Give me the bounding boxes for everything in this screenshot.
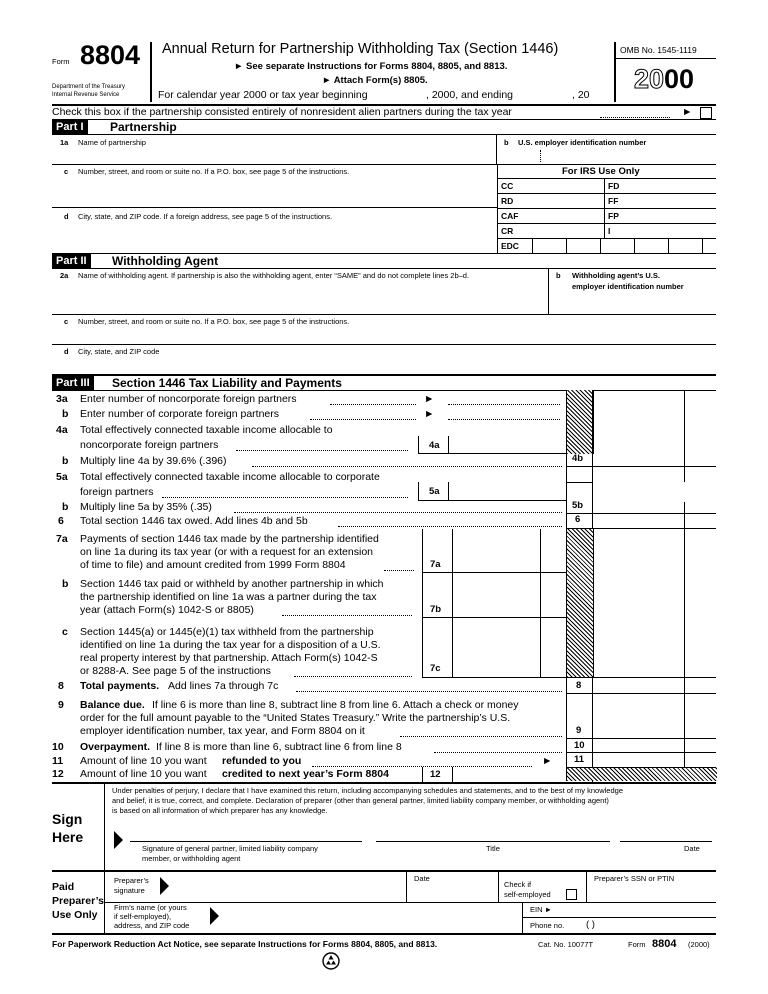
partnership-name-field[interactable] bbox=[78, 148, 494, 162]
line-7b-letter: b bbox=[62, 578, 69, 590]
line-7c-amount-field[interactable] bbox=[454, 619, 538, 675]
line-2b-label-2: employer identification number bbox=[572, 282, 684, 291]
line-7b-amount-field[interactable] bbox=[454, 574, 538, 616]
line-5a-amount-field[interactable] bbox=[450, 484, 564, 498]
instructions-line-1: ► See separate Instructions for Forms 8804, 8805, and 8813. bbox=[234, 61, 508, 72]
line-11-label: Amount of line 10 you want bbox=[80, 755, 207, 767]
firm-name-label-1: Firm’s name (or yours bbox=[114, 903, 187, 912]
line-7c-letter: c bbox=[62, 626, 68, 638]
line-1b-label: U.S. employer identification number bbox=[518, 138, 647, 147]
irs-code-rd: RD bbox=[501, 196, 514, 206]
signature-label-1: Signature of general partner, limited liability company bbox=[142, 844, 318, 853]
line-9-number: 9 bbox=[58, 699, 64, 711]
calendar-year-begin: For calendar year 2000 or tax year beginning bbox=[158, 89, 368, 101]
line-1b-letter: b bbox=[504, 138, 509, 147]
line-5b-label: Multiply line 5a by 35% (.35) bbox=[80, 501, 212, 513]
line-12-label-bold: credited to next year’s Form 8804 bbox=[222, 768, 389, 780]
sign-heading-2: Here bbox=[52, 829, 84, 845]
line-3a-label: Enter number of noncorporate foreign partners bbox=[80, 393, 297, 405]
box-7b-label: 7b bbox=[430, 604, 442, 615]
line-2a-label: Name of withholding agent. If partnership is also the withholding agent, enter “SAME” and do not complete lines 2b–d. bbox=[78, 271, 470, 280]
line-8-number: 8 bbox=[58, 680, 64, 692]
line-3a-number: 3a bbox=[56, 393, 68, 405]
signature-field[interactable] bbox=[130, 824, 362, 840]
nonresident-checkbox[interactable] bbox=[700, 107, 712, 119]
line-6-label: Total section 1446 tax owed. Add lines 4b and 5b bbox=[80, 515, 308, 527]
preparer-signature-label-1: Preparer’s bbox=[114, 876, 149, 885]
irs-code-cc: CC bbox=[501, 181, 514, 191]
withholding-agent-name-field[interactable] bbox=[78, 282, 544, 312]
line-4a-label-2: noncorporate foreign partners bbox=[80, 439, 219, 451]
preparer-ssn-field[interactable] bbox=[594, 886, 712, 900]
box-4a-label: 4a bbox=[429, 440, 440, 451]
line-2b-label-1: Withholding agent’s U.S. bbox=[572, 271, 660, 280]
line-1c-label: Number, street, and room or suite no. If a P.O. box, see page 5 of the instructions. bbox=[78, 167, 350, 176]
box-7a-label: 7a bbox=[430, 559, 441, 570]
tax-year-outline: 20 bbox=[634, 64, 665, 94]
line-3b-field[interactable] bbox=[448, 407, 560, 419]
line-1c-letter: c bbox=[64, 167, 69, 176]
box-11-label: 11 bbox=[574, 754, 585, 765]
line-9-amount-field[interactable] bbox=[594, 696, 682, 736]
firm-name-field[interactable] bbox=[224, 904, 518, 931]
line-2c-label: Number, street, and room or suite no. If a P.O. box, see page 5 of the instructions. bbox=[78, 317, 350, 326]
line-5b-letter: b bbox=[62, 501, 69, 513]
line-7a-label-1: Payments of section 1446 tax made by the partnership identified bbox=[80, 533, 379, 545]
paperwork-notice: For Paperwork Reduction Act Notice, see separate Instructions for Forms 8804, 8805, and 8813. bbox=[52, 939, 438, 949]
box-10-label: 10 bbox=[574, 740, 585, 751]
line-5a-label-1: Total effectively connected taxable income allocable to corporate bbox=[80, 471, 380, 483]
footer-form-number: 8804 bbox=[652, 938, 677, 950]
line-2b-letter: b bbox=[556, 271, 561, 280]
title-label: Title bbox=[486, 844, 500, 853]
line-5a-number: 5a bbox=[56, 471, 68, 483]
line-9-label-2: order for the full amount payable to the “United States Treasury.” Write the partnership’s U.S. bbox=[80, 712, 511, 724]
line-4b-letter: b bbox=[62, 455, 69, 467]
preparer-signature-field[interactable] bbox=[172, 874, 404, 900]
dept-line-2: Internal Revenue Service bbox=[52, 92, 120, 98]
part-3-label: Part III bbox=[52, 376, 94, 390]
line-11-amount-field[interactable] bbox=[594, 754, 682, 766]
shaded-area bbox=[566, 767, 717, 781]
line-12-number: 12 bbox=[52, 768, 64, 780]
irs-code-fp: FP bbox=[608, 211, 619, 221]
dept-line-1: Department of the Treasury bbox=[52, 84, 126, 90]
footer-form-word: Form bbox=[628, 940, 646, 949]
line-8-label: Add lines 7a through 7c bbox=[168, 680, 279, 692]
ein-label: EIN ► bbox=[530, 905, 553, 914]
line-4b-amount-field[interactable] bbox=[594, 455, 682, 465]
sign-date-field[interactable] bbox=[620, 824, 712, 840]
partnership-city-field[interactable] bbox=[78, 222, 494, 250]
shaded-area bbox=[566, 529, 594, 677]
firm-name-label-2: if self-employed), bbox=[114, 912, 172, 921]
check-if-label-1: Check if bbox=[504, 880, 532, 889]
line-2d-letter: d bbox=[64, 347, 69, 356]
sign-heading-1: Sign bbox=[52, 811, 83, 827]
calendar-year-end: , 20 bbox=[572, 89, 590, 101]
line-3b-letter: b bbox=[62, 408, 69, 420]
part-2-title: Withholding Agent bbox=[112, 254, 219, 268]
box-4b-label: 4b bbox=[572, 453, 584, 464]
irs-use-only-header: For IRS Use Only bbox=[562, 166, 640, 177]
irs-code-fd: FD bbox=[608, 181, 620, 191]
part-3-title: Section 1446 Tax Liability and Payments bbox=[112, 376, 342, 390]
line-12-amount-field[interactable] bbox=[454, 769, 564, 781]
firm-phone-field[interactable] bbox=[600, 919, 712, 931]
line-11-label-bold: refunded to you bbox=[222, 755, 302, 767]
line-8-amount-field[interactable] bbox=[594, 679, 682, 691]
line-3a-field[interactable] bbox=[448, 392, 560, 404]
line-1d-label: City, state, and ZIP code. If a foreign address, see page 5 of the instructions. bbox=[78, 212, 333, 221]
line-5a-label-2: foreign partners bbox=[80, 486, 154, 498]
omb-number: OMB No. 1545-1119 bbox=[620, 45, 697, 55]
calendar-year-and-ending: , 2000, and ending bbox=[426, 89, 513, 101]
penalty-statement-2: and belief, it is true, correct, and complete. Declaration of preparer (other than general partner, limited liability company member, or withholding agent) bbox=[112, 796, 609, 805]
line-10-amount-field[interactable] bbox=[594, 740, 682, 751]
irs-code-cr: CR bbox=[501, 226, 514, 236]
line-2a-number: 2a bbox=[60, 271, 69, 280]
firm-arrow-icon bbox=[210, 907, 219, 925]
line-7a-number: 7a bbox=[56, 533, 68, 545]
irs-code-ff: FF bbox=[608, 196, 619, 206]
line-7c-label-4: or 8288-A. See page 5 of the instructions bbox=[80, 665, 271, 677]
title-field[interactable] bbox=[376, 824, 610, 840]
withholding-agent-ein-field[interactable] bbox=[556, 294, 710, 312]
box-12-label: 12 bbox=[430, 769, 441, 780]
box-9-label: 9 bbox=[576, 725, 582, 736]
line-1d-letter: d bbox=[64, 212, 69, 221]
firm-name-label-3: address, and ZIP code bbox=[114, 921, 190, 930]
sign-date-label: Date bbox=[684, 844, 700, 853]
preparer-signature-label-2: signature bbox=[114, 886, 145, 895]
line-4a-label-1: Total effectively connected taxable income allocable to bbox=[80, 424, 333, 436]
preparer-ssn-label: Preparer’s SSN or PTIN bbox=[594, 874, 675, 883]
line-6-amount-field[interactable] bbox=[594, 515, 682, 527]
line-7a-amount-field[interactable] bbox=[454, 531, 538, 571]
arrow-icon: ► bbox=[424, 393, 435, 405]
part-2-label: Part II bbox=[52, 254, 91, 268]
arrow-icon: ► bbox=[424, 408, 435, 420]
line-5b-amount-field[interactable] bbox=[594, 502, 682, 512]
partnership-street-field[interactable] bbox=[78, 178, 494, 206]
line-7b-label-2: the partnership identified on line 1a was a partner during the tax bbox=[80, 591, 377, 603]
irs-code-edc: EDC bbox=[501, 241, 519, 251]
line-2d-label: City, state, and ZIP code bbox=[78, 347, 160, 356]
catalog-number: Cat. No. 10077T bbox=[538, 940, 594, 949]
withholding-agent-city-field[interactable] bbox=[78, 358, 708, 372]
part-1-title: Partnership bbox=[110, 120, 177, 134]
irs-code-i: I bbox=[608, 226, 611, 236]
line-9-label-bold: Balance due. bbox=[80, 699, 145, 711]
partnership-ein-field[interactable] bbox=[504, 148, 710, 162]
recycle-logo-icon bbox=[322, 952, 340, 970]
check-if-label-2: self-employed bbox=[504, 890, 551, 899]
shaded-area bbox=[566, 390, 594, 454]
form-word: Form bbox=[52, 57, 70, 66]
line-12-label: Amount of line 10 you want bbox=[80, 768, 207, 780]
line-7a-label-2: on line 1a during its tax year (or with a request for an extension bbox=[80, 546, 373, 558]
line-10-number: 10 bbox=[52, 741, 64, 753]
phone-label: Phone no. bbox=[530, 921, 565, 930]
line-4a-number: 4a bbox=[56, 424, 68, 436]
withholding-agent-street-field[interactable] bbox=[78, 328, 708, 342]
signature-label-2: member, or withholding agent bbox=[142, 854, 241, 863]
form-title: Annual Return for Partnership Withholding Tax (Section 1446) bbox=[162, 41, 559, 57]
box-5a-label: 5a bbox=[429, 486, 440, 497]
firm-ein-field[interactable] bbox=[566, 904, 712, 916]
nonresident-checkbox-label: Check this box if the partnership consisted entirely of nonresident alien partners during the tax year bbox=[52, 106, 512, 118]
footer-form-year: (2000) bbox=[688, 940, 710, 949]
line-7a-label-3: of time to file) and amount credited from 1999 Form 8804 bbox=[80, 559, 346, 571]
box-5b-label: 5b bbox=[572, 500, 584, 511]
line-3b-label: Enter number of corporate foreign partners bbox=[80, 408, 280, 420]
form-number: 8804 bbox=[80, 40, 141, 70]
line-6-number: 6 bbox=[58, 515, 64, 527]
line-10-label-bold: Overpayment. bbox=[80, 741, 151, 753]
penalty-statement-3: is based on all information of which preparer has any knowledge. bbox=[112, 806, 328, 815]
arrow-icon: ► bbox=[542, 755, 553, 767]
penalty-statement-1: Under penalties of perjury, I declare that I have examined this return, including accompanying schedules and statements, and to the best of my knowledge bbox=[112, 786, 623, 795]
preparer-date-field[interactable] bbox=[414, 886, 496, 900]
sign-arrow-icon bbox=[114, 831, 123, 849]
box-7c-label: 7c bbox=[430, 663, 441, 674]
line-9-label-1: If line 6 is more than line 8, subtract line 8 from line 6. Attach a check or money bbox=[152, 699, 519, 711]
line-1a-number: 1a bbox=[60, 138, 69, 147]
preparer-arrow-icon bbox=[160, 877, 169, 895]
preparer-heading-2: Preparer’s bbox=[52, 895, 104, 907]
preparer-date-label: Date bbox=[414, 874, 430, 883]
line-7b-label-3: year (attach Form(s) 1042-S or 8805) bbox=[80, 604, 254, 616]
line-4a-amount-field[interactable] bbox=[450, 438, 564, 452]
line-4b-label: Multiply line 4a by 39.6% (.396) bbox=[80, 455, 227, 467]
instructions-line-2: ► Attach Form(s) 8805. bbox=[322, 75, 428, 86]
line-7c-label-3: real property interest by that partnership. Attach Form(s) 1042-S bbox=[80, 652, 378, 664]
preparer-heading-1: Paid bbox=[52, 881, 75, 893]
line-1a-label: Name of partnership bbox=[78, 138, 146, 147]
line-9-label-3: employer identification number, tax year, and Form 8804 on it bbox=[80, 725, 365, 737]
line-2c-letter: c bbox=[64, 317, 69, 326]
part-1-label: Part I bbox=[52, 120, 88, 134]
line-7c-label-1: Section 1445(a) or 1445(e)(1) tax withheld from the partnership bbox=[80, 626, 374, 638]
self-employed-checkbox[interactable] bbox=[566, 889, 577, 900]
box-8-label: 8 bbox=[576, 680, 582, 691]
line-11-number: 11 bbox=[52, 755, 64, 767]
line-7b-label-1: Section 1446 tax paid or withheld by another partnership in which bbox=[80, 578, 384, 590]
irs-code-caf: CAF bbox=[501, 211, 519, 221]
line-7c-label-2: identified on line 1a during the tax year for a disposition of a U.S. bbox=[80, 639, 381, 651]
preparer-heading-3: Use Only bbox=[52, 909, 98, 921]
box-6-label: 6 bbox=[575, 514, 581, 525]
arrow-icon: ► bbox=[682, 106, 693, 118]
line-8-label-bold: Total payments. bbox=[80, 680, 160, 692]
phone-parens: ( ) bbox=[586, 919, 595, 930]
tax-year-solid: 00 bbox=[664, 64, 695, 94]
line-10-label: If line 8 is more than line 6, subtract line 6 from line 8 bbox=[156, 741, 402, 753]
